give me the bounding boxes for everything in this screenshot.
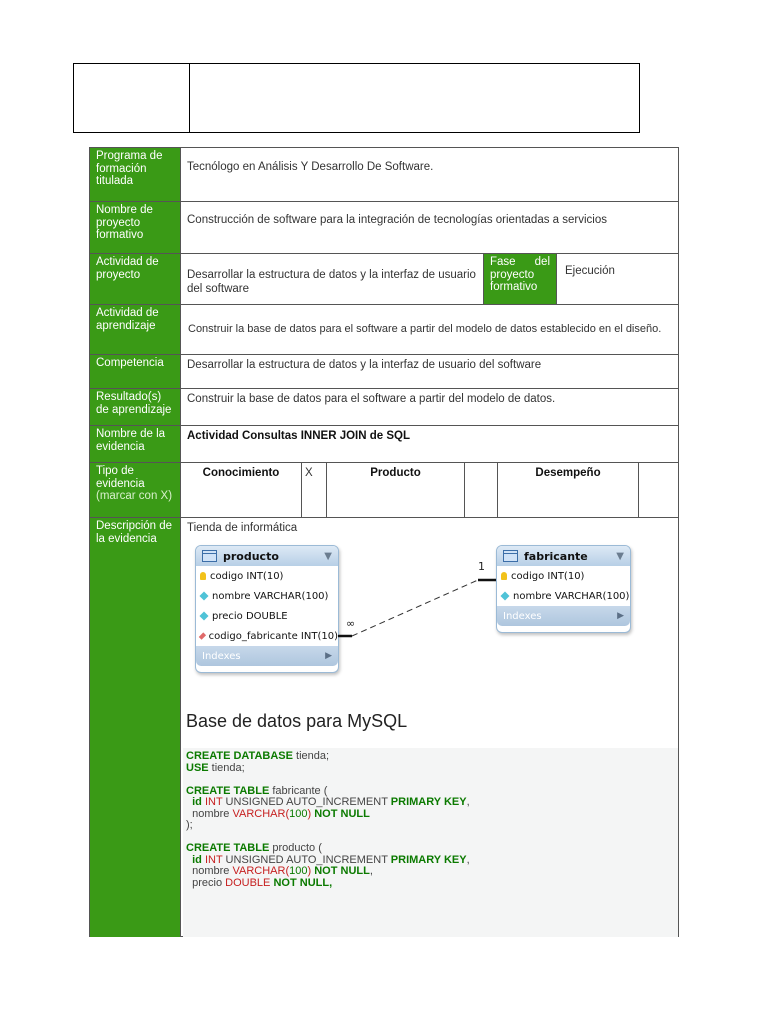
label-proyecto: Nombre de proyecto formativo bbox=[90, 202, 181, 254]
label-fase: Fase del proyecto formativo bbox=[484, 254, 557, 305]
column-nombre: nombre VARCHAR(100) bbox=[196, 586, 338, 606]
value-proyecto: Construcción de software para la integración de tecnologías orientadas a servicios bbox=[181, 202, 679, 254]
code-line: CREATE TABLE producto ( bbox=[186, 842, 322, 854]
label-tipo-evidencia-sub: (marcar con X) bbox=[96, 490, 173, 502]
sql-heading: Base de datos para MySQL bbox=[186, 711, 408, 731]
collapse-triangle-icon[interactable]: ▼ bbox=[616, 550, 624, 562]
relationship-line bbox=[330, 560, 500, 650]
code-line: id INT UNSIGNED AUTO_INCREMENT PRIMARY KEY, bbox=[192, 796, 470, 808]
column-codigo-fabricante: codigo_fabricante INT(10) bbox=[196, 626, 338, 646]
option-conocimiento-mark[interactable]: X bbox=[302, 463, 327, 518]
label-competencia: Competencia bbox=[90, 355, 181, 389]
value-programa: Tecnólogo en Análisis Y Desarrollo De Software. bbox=[181, 148, 679, 202]
option-conocimiento: Conocimiento bbox=[181, 463, 302, 518]
column-nombre: nombre VARCHAR(100) bbox=[497, 586, 630, 606]
value-competencia: Desarrollar la estructura de datos y la interfaz de usuario del software bbox=[181, 355, 679, 389]
diamond-icon bbox=[199, 591, 208, 600]
label-tipo-evidencia: Tipo de evidencia (marcar con X) bbox=[90, 463, 181, 518]
expand-arrow-icon: ▶ bbox=[617, 611, 624, 621]
column-codigo: codigo INT(10) bbox=[196, 566, 338, 586]
code-line: nombre VARCHAR(100) NOT NULL, bbox=[192, 865, 373, 877]
label-nombre-evidencia: Nombre de la evidencia bbox=[90, 426, 181, 463]
label-programa: Programa de formación titulada bbox=[90, 148, 181, 202]
value-resultado: Construir la base de datos para el software a partir del modelo de datos. bbox=[181, 389, 679, 426]
label-resultado: Resultado(s) de aprendizaje bbox=[90, 389, 181, 426]
column-precio: precio DOUBLE bbox=[196, 606, 338, 626]
value-actividad-proyecto: Desarrollar la estructura de datos y la interfaz de usuario del software bbox=[181, 254, 484, 305]
code-line: id INT UNSIGNED AUTO_INCREMENT PRIMARY KEY, bbox=[192, 853, 470, 866]
value-fase: Ejecución bbox=[557, 254, 679, 305]
column-codigo: codigo INT(10) bbox=[497, 566, 630, 586]
code-line: ); bbox=[186, 819, 193, 831]
label-actividad-proyecto: Actividad de proyecto bbox=[90, 254, 181, 305]
collapse-triangle-icon[interactable]: ▼ bbox=[324, 550, 332, 562]
key-icon bbox=[200, 572, 206, 580]
entity-fabricante[interactable] bbox=[496, 545, 631, 633]
header-box bbox=[73, 63, 640, 133]
sql-code-block bbox=[183, 748, 678, 937]
option-producto: Producto bbox=[327, 463, 465, 518]
code-line: CREATE DATABASE tienda; bbox=[186, 750, 330, 762]
entity-producto-header: producto ▼ bbox=[196, 546, 338, 566]
diamond-icon bbox=[500, 591, 509, 600]
entity-fabricante-header: fabricante ▼ bbox=[497, 546, 630, 566]
code-line: USE tienda; bbox=[186, 761, 245, 774]
expand-arrow-icon: ▶ bbox=[325, 651, 332, 661]
code-line: precio DOUBLE NOT NULL, bbox=[192, 876, 333, 889]
code-line: nombre VARCHAR(100) NOT NULL bbox=[192, 807, 370, 820]
value-actividad-aprendizaje: Construir la base de datos para el software a partir del modelo de datos establecido en el diseño. bbox=[181, 305, 679, 355]
entity-producto-indexes[interactable]: Indexes ▶ bbox=[196, 646, 338, 666]
relationship-one: 1 bbox=[478, 560, 485, 573]
descripcion-intro: Tienda de informática bbox=[187, 522, 298, 534]
table-icon bbox=[202, 550, 217, 562]
entity-fabricante-indexes[interactable]: Indexes ▶ bbox=[497, 606, 630, 626]
option-producto-mark[interactable] bbox=[465, 463, 498, 518]
relationship-many: ∞ bbox=[346, 617, 356, 630]
table-icon bbox=[503, 550, 518, 562]
option-desempeno-mark[interactable] bbox=[639, 463, 679, 518]
header-divider bbox=[189, 64, 190, 132]
diamond-icon bbox=[199, 611, 208, 620]
option-desempeno: Desempeño bbox=[498, 463, 639, 518]
label-actividad-aprendizaje: Actividad de aprendizaje bbox=[90, 305, 181, 355]
code-line: CREATE TABLE fabricante ( bbox=[186, 784, 328, 797]
entity-producto[interactable] bbox=[195, 545, 339, 673]
value-nombre-evidencia: Actividad Consultas INNER JOIN de SQL bbox=[181, 426, 679, 463]
key-icon bbox=[501, 572, 507, 580]
label-descripcion: Descripción de la evidencia bbox=[90, 518, 181, 937]
foreign-key-icon bbox=[199, 632, 206, 639]
